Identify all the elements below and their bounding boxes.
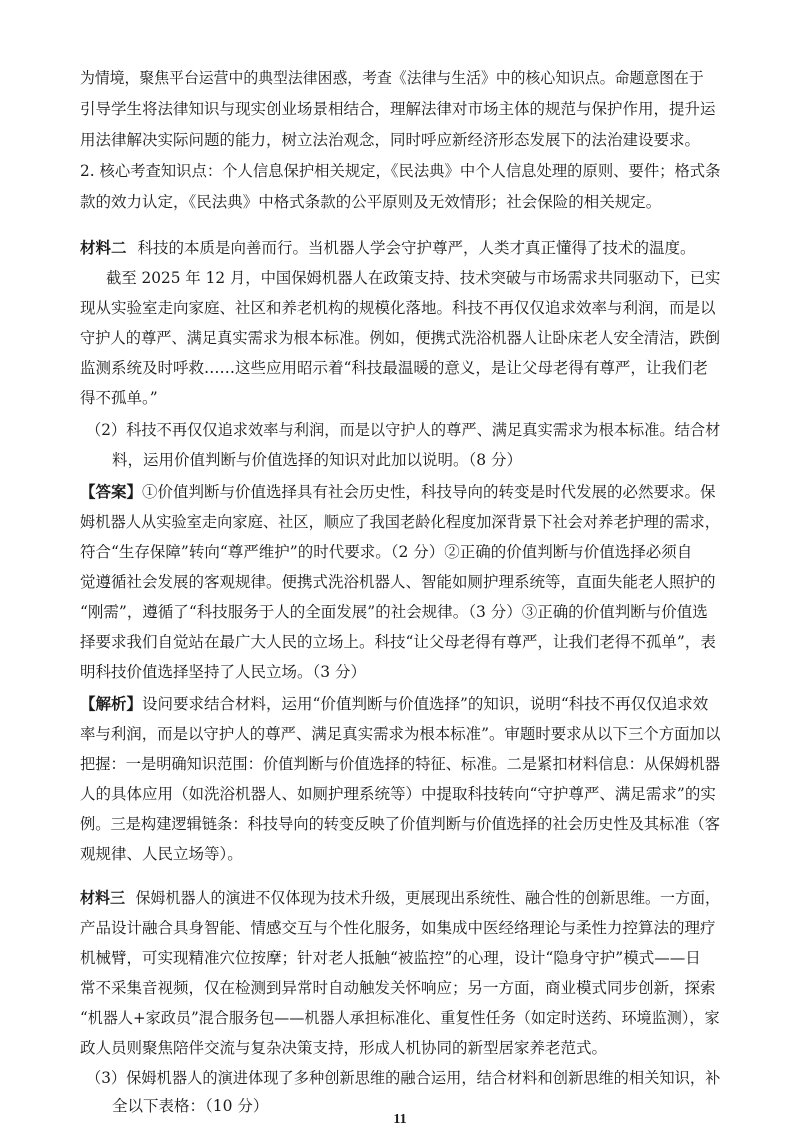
intro-line-3: 用法律解决实际问题的能力，树立法治观念，同时呼应新经济形态发展下的法治建设要求。 <box>80 131 701 149</box>
analysis-line-3: 把握：一是明确知识范围：价值判断与价值选择的特征、标准。二是紧扣材料信息：从保姆机器 <box>80 755 721 773</box>
material3-label: 材料三 <box>80 888 125 907</box>
material3-body-line-2: 机械臂，可实现精准穴位按摩；针对老人抵触“被监控”的心理，设计“隐身守护”模式——日 <box>80 949 701 967</box>
material3-first-line <box>80 888 720 908</box>
material2-body-line-5: 得不孤单。” <box>80 389 158 407</box>
analysis-line-1 <box>80 694 708 714</box>
material2-body-line-1: 截至 2025 年 12 月，中国保姆机器人在政策支持、技术突破与市场需求共同驱动下，已实 <box>106 269 721 287</box>
answer-line-4: 觉遵循社会发展的客观规律。便携式洗浴机器人、智能如厕护理系统等，直面失能老人照护的 <box>80 573 716 591</box>
analysis-line-4: 人的具体应用（如洗浴机器人、如厕护理系统等）中提取科技转向“守护尊严、满足需求”的实 <box>80 785 716 803</box>
page-number: 11 <box>393 1112 407 1127</box>
question-2-line-1: （2）科技不再仅仅追求效率与利润，而是以守护人的尊严、满足真实需求为根本标准。结合材 <box>86 421 721 439</box>
material2-heading <box>80 238 695 258</box>
question-3-line-1: （3）保姆机器人的演进体现了多种创新思维的融合运用，结合材料和创新思维的相关知识，补 <box>86 1069 721 1087</box>
answer-line-1 <box>80 482 716 502</box>
material3-body-line-4: “机器人+家政员”混合服务包——机器人承担标准化、重复性任务（如定时送药、环境监测），家 <box>80 1009 720 1027</box>
analysis-line-5: 例。三是构建逻辑链条：科技导向的转变反映了价值判断与价值选择的社会历史性及其标准（客 <box>80 815 721 833</box>
question-2-line-2: 料，运用价值判断与价值选择的知识对此加以说明。（8 分） <box>112 451 523 469</box>
intro-line-2: 引导学生将法律知识与现实创业场景相结合，理解法律对市场主体的规范与保护作用，提升运 <box>80 100 716 118</box>
analysis-line-2: 率与利润，而是以守护人的尊严、满足真实需求为根本标准”。审题时要求从以下三个方面加以 <box>80 725 721 743</box>
material2-label: 材料二 <box>80 238 127 257</box>
material2-body-line-2: 现从实验室走向家庭、社区和养老机构的规模化落地。科技不再仅仅追求效率与利润，而是以 <box>80 299 716 317</box>
analysis-line-6: 观规律、人民立场等）。 <box>80 845 243 863</box>
analysis-text-1: 设问要求结合材料，运用“价值判断与价值选择”的知识，说明“科技不再仅仅追求效 <box>142 695 709 713</box>
answer-line-5: “刚需”，遵循了“科技服务于人的全面发展”的社会规律。（3 分）③正确的价值判断与价值选 <box>80 603 708 621</box>
intro-line-4: 2. 核心考查知识点：个人信息保护相关规定，《民法典》中个人信息处理的原则、要件；格式条 <box>80 162 721 180</box>
intro-line-1: 为情境，聚焦平台运营中的典型法律困惑，考查《法律与生活》中的核心知识点。命题意图在于 <box>80 69 704 87</box>
answer-line-3: 符合“生存保障”转向“尊严维护”的时代要求。（2 分）②正确的价值判断与价值选择必须自 <box>80 543 693 561</box>
material2-body-line-3: 守护人的尊严、满足真实需求为根本标准。例如，便携式洗浴机器人让卧床老人安全清洁，跌倒 <box>80 329 721 347</box>
material2-heading-text: 科技的本质是向善而行。当机器人学会守护尊严，人类才真正懂得了技术的温度。 <box>137 239 696 257</box>
analysis-label: 【解析】 <box>80 694 143 713</box>
intro-line-5: 款的效力认定，《民法典》中格式条款的公平原则及无效情形；社会保险的相关规定。 <box>80 193 662 211</box>
material3-body-line-5: 政人员则聚焦陪伴交流与复杂决策支持，形成人机协同的新型居家养老范式。 <box>80 1039 608 1057</box>
material2-body-line-4: 监测系统及时呼救……这些应用昭示着“科技最温暖的意义，是让父母老得有尊严，让我们老 <box>80 359 708 377</box>
answer-text-1: ①价值判断与价值选择具有社会历史性，科技导向的转变是时代发展的必然要求。保 <box>142 483 716 501</box>
answer-line-7: 明科技价值选择坚持了人民立场。（3 分） <box>80 663 367 681</box>
answer-label: 【答案】 <box>80 482 143 501</box>
material3-body-line-3: 常不采集音视频，仅在检测到异常时自动触发关怀响应；另一方面，商业模式同步创新，探索 <box>80 979 716 997</box>
material3-first-text: 保姆机器人的演进不仅体现为技术升级，更展现出系统性、融合性的创新思维。一方面， <box>135 889 720 907</box>
answer-line-2: 姆机器人从实验室走向家庭、社区，顺应了我国老龄化程度加深背景下社会对养老护理的需求， <box>80 513 721 531</box>
answer-line-6: 择要求我们自觉站在最广大人民的立场上。科技“让父母老得有尊严，让我们老得不孤单”，表 <box>80 633 716 651</box>
material3-body-line-1: 产品设计融合具身智能、情感交互与个性化服务，如集成中医经络理论与柔性力控算法的理疗 <box>80 919 716 937</box>
question-3-line-2: 全以下表格：（10 分） <box>112 1097 269 1115</box>
